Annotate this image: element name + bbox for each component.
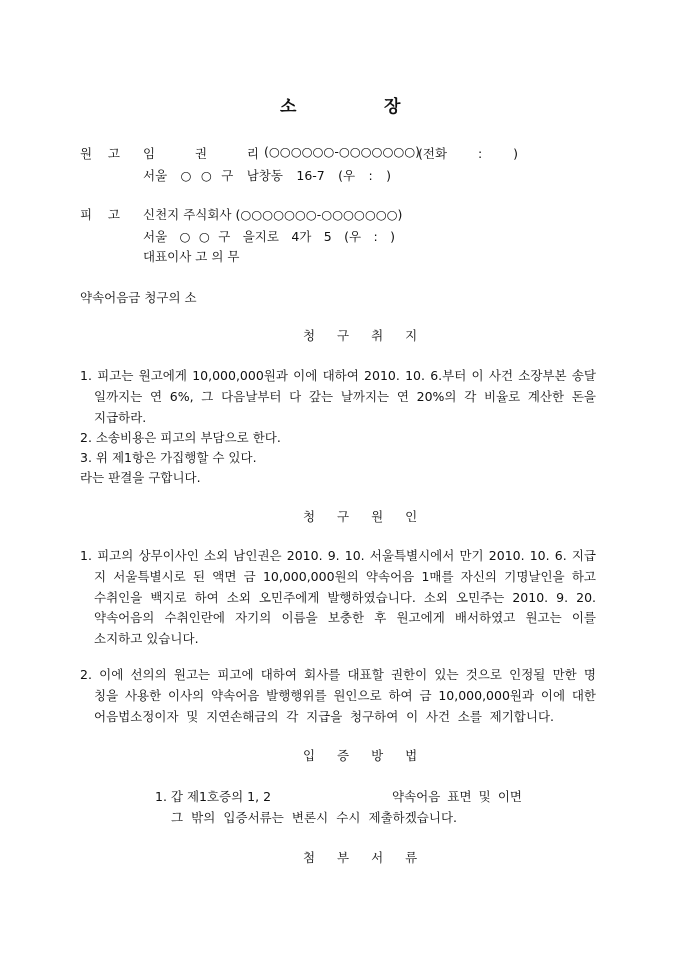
evidence-item2: 그 밖의 입증서류는 변론시 수시 제출하겠습니다. <box>171 810 457 825</box>
claim-purpose-heading: 청 구 취 지 <box>303 328 427 343</box>
defendant-label: 피 고 <box>80 207 120 222</box>
plaintiff-address: 서울 ○○구 남창동 16-7 (우 : ) <box>143 168 391 183</box>
plaintiff-phone: (전화 : ) <box>418 146 518 161</box>
claim-cause-para2-line3: 어음법소정이자 및 지연손해금의 각 지급을 청구하여 이 사건 소를 제기합니다. <box>94 709 554 724</box>
claim-purpose-item1-line3: 지급하라. <box>94 410 147 425</box>
evidence-item1-desc: 약속어음 표면 및 이면 <box>392 789 522 804</box>
plaintiff-label: 원 고 <box>80 146 120 161</box>
claim-cause-para2-line2: 칭을 사용한 이사의 약속어음 발행행위를 원인으로 하여 금 10,000,000원과 이에 대한 <box>94 688 596 703</box>
claim-cause-heading: 청 구 원 인 <box>303 509 427 524</box>
claim-cause-para1-line3: 수취인을 백지로 하여 소외 오민주에게 발행하였습니다. 소외 오민주는 2010. 9. 20. <box>94 590 596 605</box>
evidence-item1-label: 1. 갑 제1호증의 1, 2 <box>155 789 272 804</box>
plaintiff-name: 임 권 리 <box>143 146 259 161</box>
plaintiff-id: (○○○○○○-○○○○○○○) <box>264 144 421 159</box>
claim-purpose-item3: 3. 위 제1항은 가집행할 수 있다. <box>80 450 257 465</box>
defendant-name-id: 신천지 주식회사 (○○○○○○○-○○○○○○○) <box>143 207 403 222</box>
claim-purpose-item1-line2: 일까지는 연 6%, 그 다음날부터 다 갚는 날까지는 연 20%의 각 비율로 계산한 돈을 <box>94 389 596 404</box>
claim-cause-para2-line1: 2. 이에 선의의 원고는 피고에 대하여 회사를 대표할 권한이 있는 것으로 인정될 만한 명 <box>80 667 596 682</box>
claim-purpose-item2: 2. 소송비용은 피고의 부담으로 한다. <box>80 430 281 445</box>
evidence-heading: 입 증 방 법 <box>303 748 427 763</box>
claim-cause-para1-line4: 약속어음의 수취인란에 자기의 이름을 보충한 후 원고에게 배서하였고 원고는 이를 <box>94 610 596 625</box>
title-char-1: 소 <box>280 97 297 117</box>
defendant-representative: 대표이사 고 의 무 <box>143 249 240 264</box>
defendant-address: 서울 ○○구 을지로 4가 5 (우 : ) <box>143 229 395 244</box>
claim-cause-para1-line5: 소지하고 있습니다. <box>94 631 199 646</box>
claim-purpose-closing: 라는 판결을 구합니다. <box>80 470 201 485</box>
claim-cause-para1-line2: 지 서울특별시로 된 액면 금 10,000,000원의 약속어음 1매를 자신의 기명날인을 하고 <box>94 569 596 584</box>
attachments-heading: 첨 부 서 류 <box>303 850 427 865</box>
title-char-2: 장 <box>384 97 401 117</box>
claim-purpose-item1-line1: 1. 피고는 원고에게 10,000,000원과 이에 대하여 2010. 10. 6.부터 이 사건 소장부본 송달 <box>80 368 596 383</box>
case-name: 약속어음금 청구의 소 <box>80 290 197 305</box>
claim-cause-para1-line1: 1. 피고의 상무이사인 소외 남인권은 2010. 9. 10. 서울특별시에서 만기 2010. 10. 6. 지급 <box>80 548 596 563</box>
